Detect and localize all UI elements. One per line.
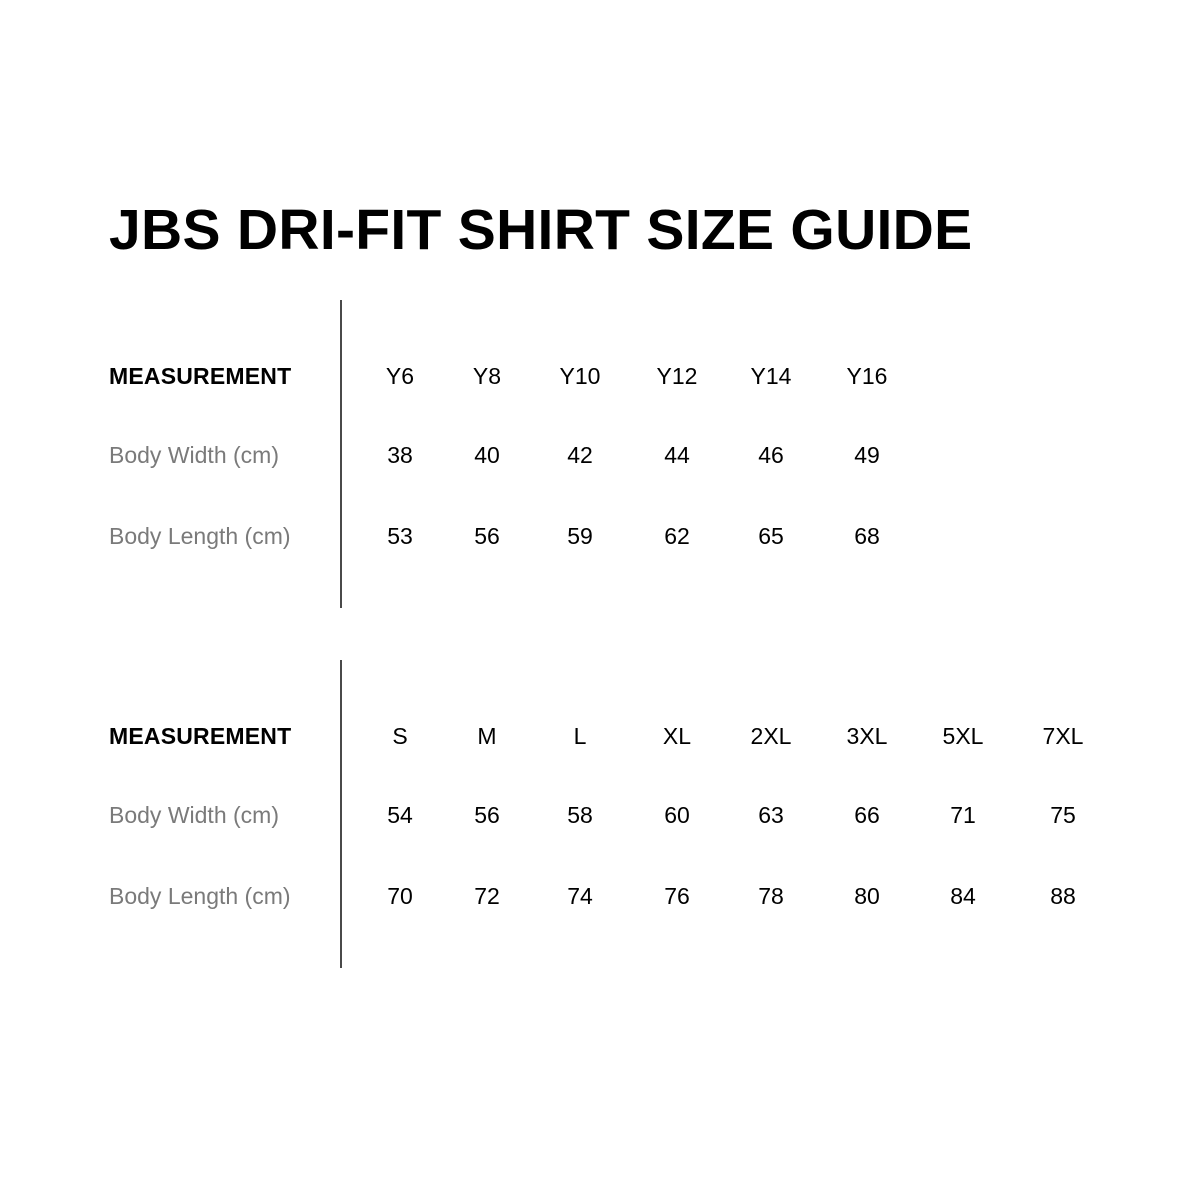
table-row-body-length [0, 516, 1200, 556]
table-row-body-width [0, 795, 1200, 835]
size-header-l: L [573, 723, 587, 749]
table-cell: 76 [664, 883, 690, 909]
table-cell: 60 [664, 802, 690, 828]
table-cell: 65 [758, 523, 784, 549]
size-header-y12: Y12 [656, 363, 698, 389]
table-cell: 46 [758, 442, 784, 468]
row-label-body-length: Body Length (cm) [109, 883, 291, 909]
measurement-header: MEASUREMENT [109, 363, 292, 389]
size-header-7xl: 7XL [1042, 723, 1084, 749]
table-header-row [0, 356, 1200, 396]
size-header-5xl: 5XL [942, 723, 984, 749]
table-cell: 78 [758, 883, 784, 909]
youth-size-table [0, 300, 1200, 608]
table-cell: 56 [474, 523, 500, 549]
table-row-body-length [0, 876, 1200, 916]
size-header-m: M [477, 723, 497, 749]
table-cell: 66 [854, 802, 880, 828]
table-cell: 42 [567, 442, 593, 468]
table-cell: 62 [664, 523, 690, 549]
table-cell: 54 [387, 802, 413, 828]
table-row-body-width [0, 435, 1200, 475]
table-cell: 80 [854, 883, 880, 909]
table-cell: 58 [567, 802, 593, 828]
size-header-xl: XL [662, 723, 692, 749]
size-header-y16: Y16 [846, 363, 888, 389]
table-cell: 72 [474, 883, 500, 909]
size-header-s: S [392, 723, 408, 749]
table-cell: 53 [387, 523, 413, 549]
table-cell: 56 [474, 802, 500, 828]
table-cell: 71 [950, 802, 976, 828]
table-cell: 44 [664, 442, 690, 468]
adult-size-table [0, 660, 1200, 968]
table-cell: 63 [758, 802, 784, 828]
page-title: JBS DRI-FIT SHIRT SIZE GUIDE [109, 198, 973, 262]
table-header-row [0, 716, 1200, 756]
table-cell: 74 [567, 883, 593, 909]
table-cell: 75 [1050, 802, 1076, 828]
table-cell: 40 [474, 442, 500, 468]
table-cell: 70 [387, 883, 413, 909]
row-label-body-width: Body Width (cm) [109, 442, 279, 468]
row-label-body-length: Body Length (cm) [109, 523, 291, 549]
measurement-header: MEASUREMENT [109, 723, 292, 749]
table-cell: 59 [567, 523, 593, 549]
size-header-y14: Y14 [750, 363, 792, 389]
row-label-body-width: Body Width (cm) [109, 802, 279, 828]
size-header-y6: Y6 [385, 363, 415, 389]
size-header-y8: Y8 [472, 363, 502, 389]
table-cell: 88 [1050, 883, 1076, 909]
table-cell: 49 [854, 442, 880, 468]
table-cell: 84 [950, 883, 976, 909]
table-cell: 68 [854, 523, 880, 549]
size-header-2xl: 2XL [750, 723, 792, 749]
size-header-y10: Y10 [559, 363, 601, 389]
size-header-3xl: 3XL [846, 723, 888, 749]
table-cell: 38 [387, 442, 413, 468]
